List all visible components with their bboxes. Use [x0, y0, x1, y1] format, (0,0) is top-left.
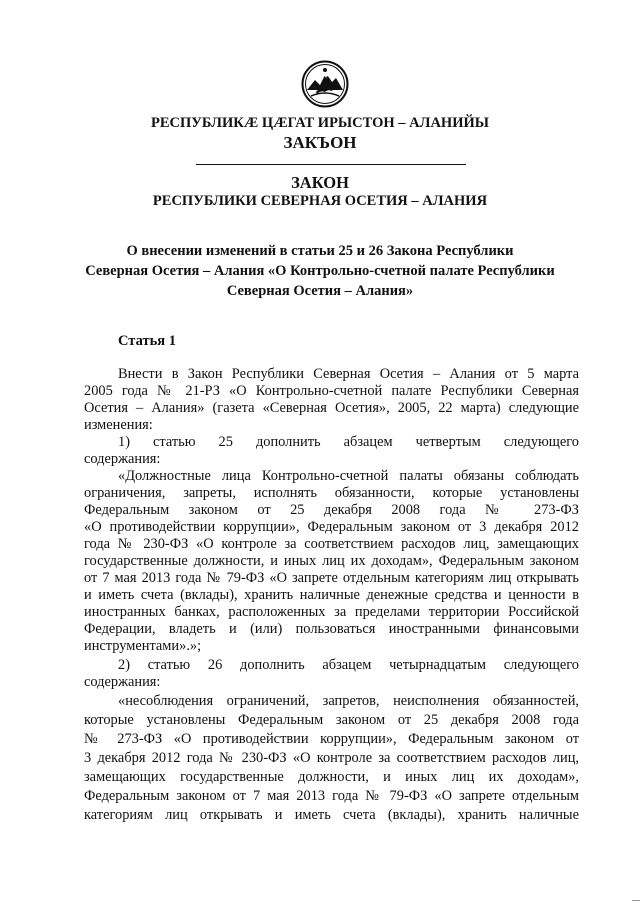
body-text-line: ограничения, запреты, исполнять обязанности, которые установлены — [84, 485, 579, 501]
body-text-line: и иметь счета (вклады), хранить наличные денежные средства и ценности в — [84, 587, 579, 603]
body-text-line: «О противодействии коррупции», Федеральным законом от 3 декабря 2012 — [84, 519, 579, 535]
body-text-line: от 7 мая 2013 года № 79-ФЗ «О запрете отдельным категориям лиц открывать — [84, 570, 579, 586]
coat-of-arms-emblem-icon — [301, 60, 349, 108]
body-text-line: Федеральным законом от 7 мая 2013 года № 79-ФЗ «О запрете отдельным — [84, 788, 579, 804]
law-title-line: Северная Осетия – Алания «О Контрольно-счетной палате Республики — [85, 263, 555, 279]
body-text-line: замещающих государственные должности, и иных лиц их доходам», — [84, 769, 579, 785]
body-text-line: Внести в Закон Республики Северная Осетия – Алания от 5 марта — [118, 366, 579, 382]
body-text-line: 2005 года № 21-РЗ «О Контрольно-счетной палате Республики Северная — [84, 383, 579, 399]
body-text-line: содержания: — [84, 674, 161, 690]
law-title-line: Северная Осетия – Алания» — [226, 283, 414, 299]
body-text-line: изменения: — [84, 417, 153, 433]
republic-name-russian: РЕСПУБЛИКИ СЕВЕРНАЯ ОСЕТИЯ – АЛАНИЯ — [152, 193, 488, 209]
body-text-line: года № 230-ФЗ «О контроле за соответствием расходов лиц, замещающих — [84, 536, 579, 552]
body-text-line: № 273-ФЗ «О противодействии коррупции», Федеральным законом от — [84, 731, 579, 747]
scan-edge-mark — [632, 900, 640, 901]
header-divider — [196, 164, 466, 165]
body-text-line: 3 декабря 2012 года № 230-ФЗ «О контроле за соответствием расходов лиц, — [84, 750, 579, 766]
body-text-line: 1) статью 25 дополнить абзацем четвертым следующего — [118, 434, 579, 450]
article-heading: Статья 1 — [118, 333, 176, 349]
body-text-line: «Должностные лица Контрольно-счетной палаты обязаны соблюдать — [118, 468, 579, 484]
body-text-line: Федеральным законом от 25 декабря 2008 года № 273-ФЗ — [84, 502, 579, 518]
body-text-line: Федерации, владеть и (или) пользоваться иностранными финансовыми — [84, 621, 579, 637]
body-text-line: «несоблюдения ограничений, запретов, неисполнения обязанностей, — [118, 693, 579, 709]
body-text-line: категориям лиц открывать и иметь счета (вклады), хранить наличные — [84, 807, 579, 823]
body-text-line: содержания: — [84, 451, 161, 467]
body-text-line: государственные должности, и иных лиц их доходам», Федеральным законом — [84, 553, 579, 569]
body-text-line: которые установлены Федеральным законом от 25 декабря 2008 года — [84, 712, 579, 728]
law-label-ossetian: ЗАКЪОН — [283, 133, 357, 152]
body-text-line: иностранных банках, расположенных за пределами территории Российской — [84, 604, 579, 620]
body-text-line: инструментами».»; — [84, 638, 202, 654]
law-title-line: О внесении изменений в статьи 25 и 26 Закона Республики — [126, 243, 514, 259]
law-label-russian: ЗАКОН — [291, 173, 349, 192]
body-text-line: Осетия – Алания» (газета «Северная Осетия», 2005, 22 марта) следующие — [84, 400, 579, 416]
body-text-line: 2) статью 26 дополнить абзацем четырнадцатым следующего — [118, 657, 579, 673]
republic-name-ossetian: РЕСПУБЛИКÆ ЦÆГАТ ИРЫСТОН – АЛАНИЙЫ — [151, 115, 489, 131]
